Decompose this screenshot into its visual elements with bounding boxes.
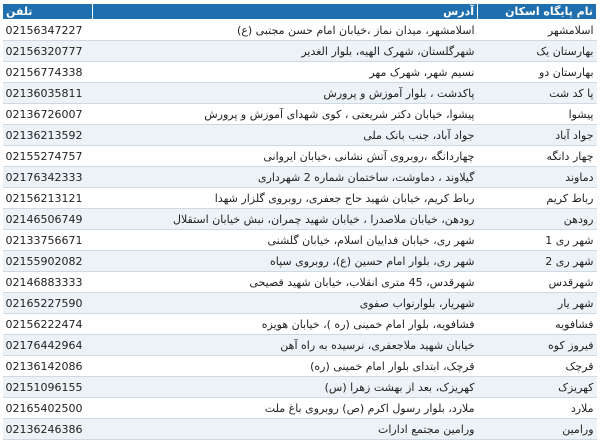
cell-phone: 02155902082	[3, 251, 93, 272]
table-row	[3, 314, 597, 335]
cell-name: دماوند	[478, 167, 597, 188]
cell-address: رودهن، خیابان ملاصدرا ، خیابان شهید چمران، نبش خیابان استقلال	[93, 209, 478, 230]
cell-phone: 02165402500	[3, 398, 93, 419]
cell-name: پیشوا	[478, 104, 597, 125]
cell-name: بهارستان یک	[478, 41, 597, 62]
cell-address: پیشوا، خیابان دکتر شریعتی ، کوی شهدای آموزش و پرورش	[93, 104, 478, 125]
cell-name: شهر ری 2	[478, 251, 597, 272]
cell-name: قرچک	[478, 356, 597, 377]
cell-phone: 02156320777	[3, 41, 93, 62]
cell-address: اسلامشهر، میدان نماز ،خیابان امام حسن مجتبی (ع)	[93, 20, 478, 41]
cell-name: شهرقدس	[478, 272, 597, 293]
table-row	[3, 146, 597, 167]
cell-address: شهر ری، بلوار امام حسین (ع)، روبروی سپاه	[93, 251, 478, 272]
cell-phone: 02136246386	[3, 419, 93, 440]
table-row	[3, 293, 597, 314]
cell-address: شهرقدس، 45 متری انقلاب، خیابان شهید فصیحی	[93, 272, 478, 293]
cell-address: گیلاوند ، دماوشت، ساختمان شماره 2 شهرداری	[93, 167, 478, 188]
cell-address: جواد آباد، جنب بانک ملی	[93, 125, 478, 146]
cell-name: رودهن	[478, 209, 597, 230]
cell-phone: 02155274757	[3, 146, 93, 167]
cell-address: فشافویه، بلوار امام خمینی (ره )، خیابان هویزه	[93, 314, 478, 335]
cell-phone: 02151096155	[3, 377, 93, 398]
cell-address: نسیم شهر، شهرک مهر	[93, 62, 478, 83]
table-row	[3, 104, 597, 125]
cell-phone: 02156222474	[3, 314, 93, 335]
table-row	[3, 83, 597, 104]
table-row	[3, 41, 597, 62]
table-row	[3, 62, 597, 83]
cell-address: ورامین مجتمع ادارات	[93, 419, 478, 440]
cell-phone: 02176442964	[3, 335, 93, 356]
cell-name: فیروز کوه	[478, 335, 597, 356]
table-row	[3, 356, 597, 377]
cell-name: بهارستان دو	[478, 62, 597, 83]
cell-address: قرچک، ابتدای بلوار امام خمینی (ره)	[93, 356, 478, 377]
cell-address: کهریزک، بعد از بهشت زهرا (س)	[93, 377, 478, 398]
shelter-table	[2, 3, 597, 440]
cell-name: ملارد	[478, 398, 597, 419]
table-row	[3, 335, 597, 356]
cell-phone: 02146506749	[3, 209, 93, 230]
header-name: نام پایگاه اسکان	[478, 4, 597, 20]
cell-phone: 02136726007	[3, 104, 93, 125]
cell-name: ورامین	[478, 419, 597, 440]
cell-address: رباط کریم، خیابان شهید حاج جعفری، روبروی گلزار شهدا	[93, 188, 478, 209]
cell-name: رباط کریم	[478, 188, 597, 209]
cell-phone: 02156347227	[3, 20, 93, 41]
table-row	[3, 20, 597, 41]
table-row	[3, 377, 597, 398]
table-row	[3, 272, 597, 293]
cell-phone: 02133756671	[3, 230, 93, 251]
cell-name: شهر یار	[478, 293, 597, 314]
table-row	[3, 419, 597, 440]
table-row	[3, 125, 597, 146]
cell-name: چهار دانگه	[478, 146, 597, 167]
cell-address: ملارد، بلوار رسول اکرم (ص) روبروی باغ ملت	[93, 398, 478, 419]
table-row	[3, 251, 597, 272]
cell-phone: 02156774338	[3, 62, 93, 83]
cell-address: شهرگلستان، شهرک الهیه، بلوار الغدیر	[93, 41, 478, 62]
cell-name: اسلامشهر	[478, 20, 597, 41]
cell-phone: 02136142086	[3, 356, 93, 377]
cell-address: خیابان شهید ملاجعفری، نرسیده به راه آهن	[93, 335, 478, 356]
cell-phone: 02156213121	[3, 188, 93, 209]
cell-name: پا کد شت	[478, 83, 597, 104]
table-body	[3, 20, 597, 440]
cell-name: فشافویه	[478, 314, 597, 335]
cell-address: پاکدشت ، بلوار آموزش و پرورش	[93, 83, 478, 104]
cell-phone: 02176342333	[3, 167, 93, 188]
header-phone: تلفن	[3, 4, 93, 20]
header-address: آدرس	[93, 4, 478, 20]
table-header-row	[3, 4, 597, 20]
cell-name: کهریزک	[478, 377, 597, 398]
table-row	[3, 167, 597, 188]
cell-name: شهر ری 1	[478, 230, 597, 251]
table-row	[3, 209, 597, 230]
cell-phone: 02136213592	[3, 125, 93, 146]
cell-address: شهریار، بلوارنواب صفوی	[93, 293, 478, 314]
table-row	[3, 398, 597, 419]
cell-phone: 02165227590	[3, 293, 93, 314]
cell-phone: 02146883333	[3, 272, 93, 293]
cell-address: چهاردانگه ،روبروی آتش نشانی ،خیابان ایروانی	[93, 146, 478, 167]
table-row	[3, 188, 597, 209]
cell-phone: 02136035811	[3, 83, 93, 104]
table-row	[3, 230, 597, 251]
cell-address: شهر ری، خیابان فداییان اسلام، خیابان گلشنی	[93, 230, 478, 251]
cell-name: جواد آباد	[478, 125, 597, 146]
